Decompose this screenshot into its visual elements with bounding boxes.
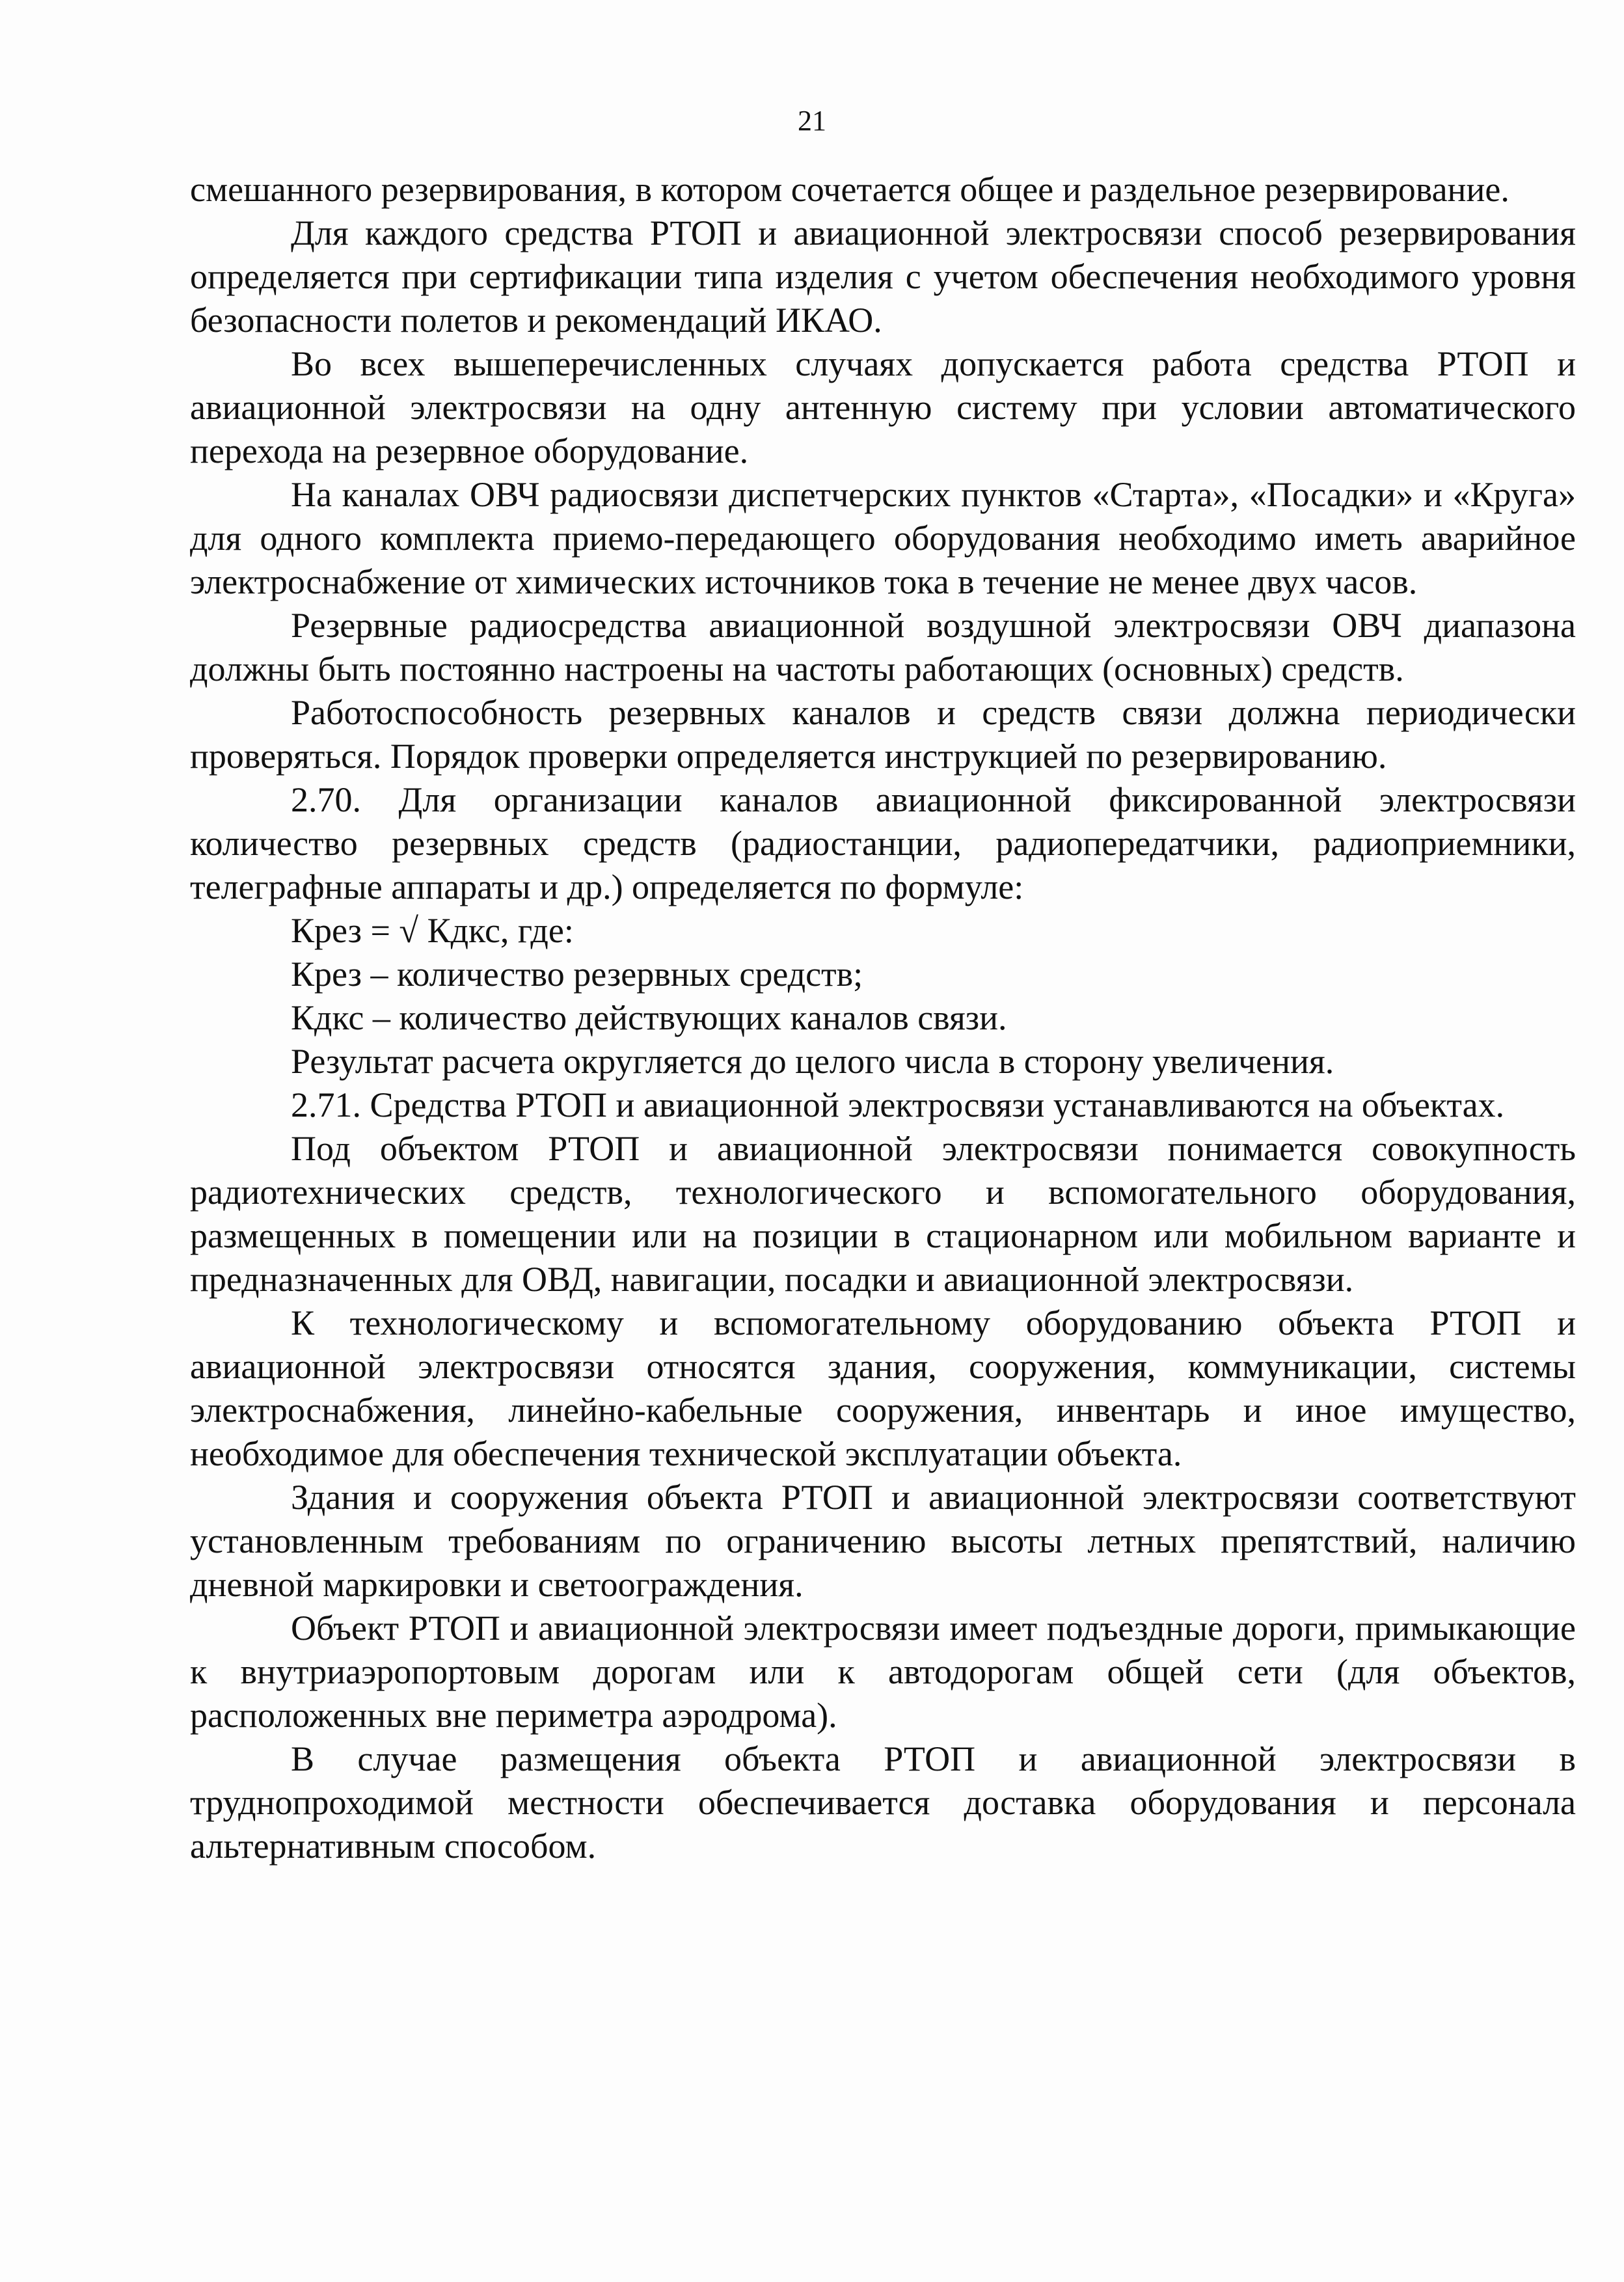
paragraph-antenna-system: Во всех вышеперечисленных случаях допускается работа средства РТОП и авиационной электросвязи на одну антенную систему при условии автоматического перехода на резервное оборудование.	[190, 344, 1576, 470]
page-number: 21	[798, 105, 826, 137]
formula-rounding-note: Результат расчета округляется до целого числа в сторону увеличения.	[291, 1042, 1334, 1081]
document-body	[190, 168, 1576, 1868]
paragraph-auxiliary-equipment: К технологическому и вспомогательному оборудованию объекта РТОП и авиационной электросвязи относятся здания, сооружения, коммуникации, системы электроснабжения, линейно-кабельные сооружения, инвентарь и иное имущество, необходимое для обеспечения технической эксплуатации объекта.	[190, 1303, 1576, 1473]
paragraph-continuation: смешанного резервирования, в котором сочетается общее и раздельное резервирование.	[190, 170, 1509, 209]
paragraph-vhf-channels: На каналах ОВЧ радиосвязи диспетчерских пунктов «Старта», «Посадки» и «Круга» для одного комплекта приемо-передающего оборудования необходимо иметь аварийное электроснабжение от химических источников тока в течение не менее двух часов.	[190, 475, 1576, 601]
paragraph-section-2-70: 2.70. Для организации каналов авиационной фиксированной электросвязи количество резервных средств (радиостанции, радиопередатчики, радиоприемники, телеграфные аппараты и др.) определяется по формуле:	[190, 780, 1576, 906]
paragraph-section-2-71: 2.71. Средства РТОП и авиационной электросвязи устанавливаются на объектах.	[291, 1085, 1505, 1124]
paragraph-reserve-check: Работоспособность резервных каналов и средств связи должна периодически проверяться. Порядок проверки определяется инструкцией по резервированию.	[190, 693, 1576, 776]
paragraph-access-roads: Объект РТОП и авиационной электросвязи имеет подъездные дороги, примыкающие к внутриаэропортовым дорогам или к автодорогам общей сети (для объектов, расположенных вне периметра аэродрома).	[190, 1609, 1576, 1735]
formula-definition-krez: Крез – количество резервных средств;	[291, 955, 863, 994]
paragraph-reservation-method: Для каждого средства РТОП и авиационной электросвязи способ резервирования определяется при сертификации типа изделия с учетом обеспечения необходимого уровня безопасности полетов и рекомендаций ИКАО.	[190, 213, 1576, 340]
formula-line: Крез = √ Кдкс, где:	[291, 911, 574, 950]
paragraph-reserve-radio: Резервные радиосредства авиационной воздушной электросвязи ОВЧ диапазона должны быть постоянно настроены на частоты работающих (основных) средств.	[190, 606, 1576, 688]
paragraph-remote-terrain: В случае размещения объекта РТОП и авиационной электросвязи в труднопроходимой местности обеспечивается доставка оборудования и персонала альтернативным способом.	[190, 1739, 1576, 1866]
formula-definition-kdks: Кдкс – количество действующих каналов связи.	[291, 998, 1007, 1037]
paragraph-buildings: Здания и сооружения объекта РТОП и авиационной электросвязи соответствуют установленным требованиям по ограничению высоты летных препятствий, наличию дневной маркировки и светоограждения.	[190, 1478, 1576, 1604]
paragraph-object-definition: Под объектом РТОП и авиационной электросвязи понимается совокупность радиотехнических средств, технологического и вспомогательного оборудования, размещенных в помещении или на позиции в стационарном или мобильном варианте и предназначенных для ОВД, навигации, посадки и авиационной электросвязи.	[190, 1129, 1576, 1299]
